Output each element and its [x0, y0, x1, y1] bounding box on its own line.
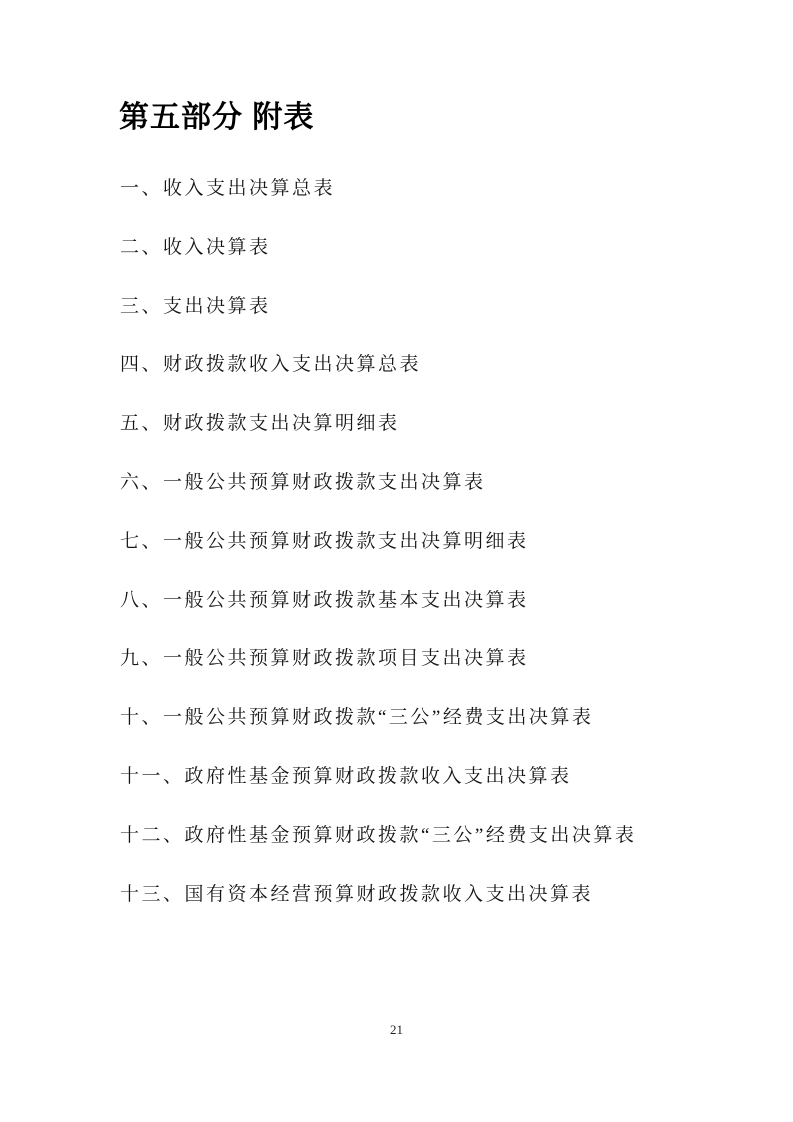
appendix-table-list: [120, 177, 753, 941]
list-item: 六、一般公共预算财政拨款支出决算表: [120, 471, 486, 493]
list-item: 十三、国有资本经营预算财政拨款收入支出决算表: [120, 883, 594, 905]
list-item: 三、支出决算表: [120, 295, 271, 317]
list-item: 四、财政拨款收入支出决算总表: [120, 354, 422, 376]
section-title: 第五部分 附表: [119, 101, 315, 134]
list-item: 七、一般公共预算财政拨款支出决算明细表: [120, 530, 529, 552]
list-item: 九、一般公共预算财政拨款项目支出决算表: [120, 648, 529, 670]
list-item: 一、收入支出决算总表: [120, 178, 336, 199]
list-item: 十一、政府性基金预算财政拨款收入支出决算表: [120, 765, 572, 787]
list-item: 五、财政拨款支出决算明细表: [120, 413, 400, 435]
list-item: 八、一般公共预算财政拨款基本支出决算表: [120, 589, 529, 611]
list-item: 二、收入决算表: [120, 236, 271, 258]
page-number: 21: [390, 1022, 403, 1037]
list-item: 十二、政府性基金预算财政拨款“三公”经费支出决算表: [120, 824, 637, 846]
list-item: 十、一般公共预算财政拨款“三公”经费支出决算表: [120, 707, 594, 729]
